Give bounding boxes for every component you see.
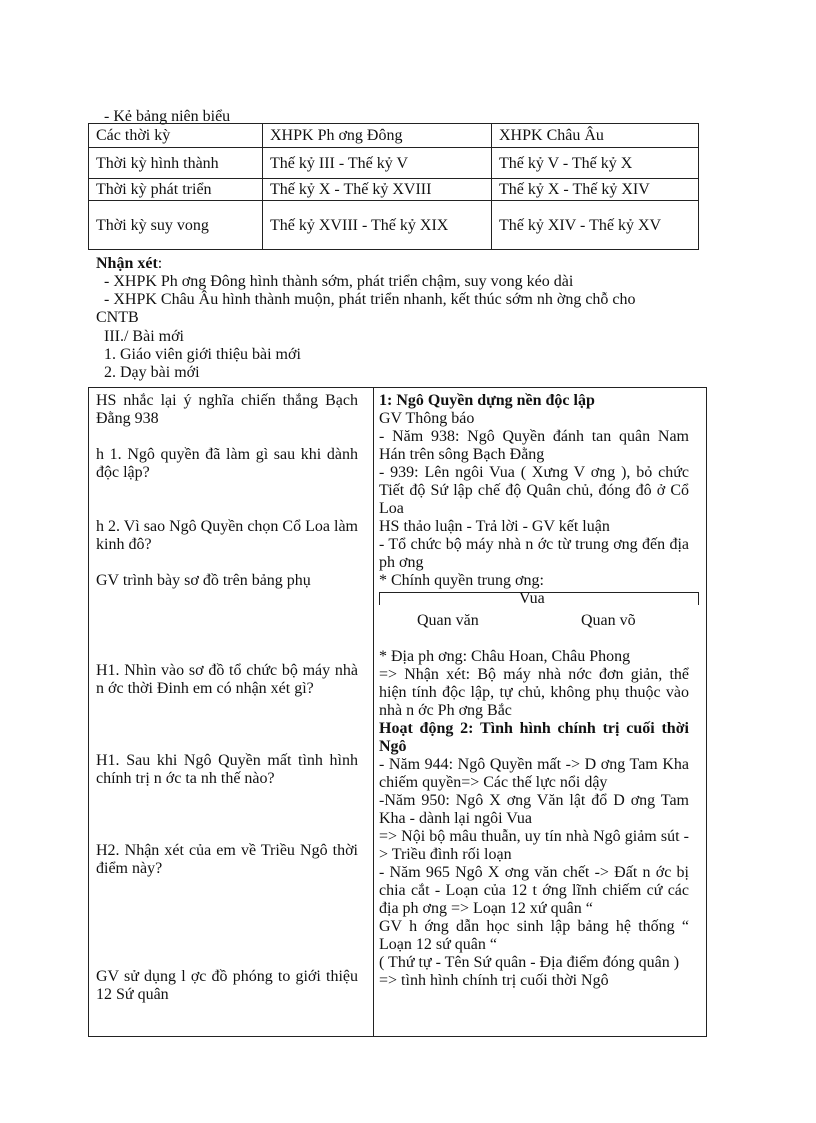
org-chart-king: Vua [519,590,545,607]
intro-task: - Kẻ bảng niên biểu [104,108,231,125]
timeline-row [89,201,699,250]
lesson-right-column [379,392,689,990]
right-paragraph: => Nhận xét: Bộ máy nhà nớc đơn giản, thể hiện tính độc lập, tự chủ, không phụ thuộc vào nhà n ớc Ph ơng Bắc [379,666,689,719]
timeline-cell: Thế kỷ X - Thế kỷ XIV [492,179,699,201]
org-chart-civil: Quan văn [417,612,479,629]
left-question: H1. Nhìn vào sơ đồ tổ chức bộ máy nhà n ớc thời Đinh em có nhận xét gì? [96,662,358,697]
org-chart [379,590,689,648]
left-note: HS nhắc lại ý nghĩa chiến thắng Bạch Đằng 938 [96,392,358,427]
right-paragraph: HS thảo luận - Trả lời - GV kết luận [379,518,610,535]
right-paragraph: ( Thứ tự - Tên Sứ quân - Địa điểm đóng quân ) [379,954,680,971]
left-question: h 1. Ngô quyền đã làm gì sau khi dành độc lập? [96,446,358,481]
org-chart-military: Quan võ [581,612,636,629]
timeline-header-cell: Các thời kỳ [89,124,263,148]
timeline-cell: Thế kỷ III - Thế kỷ V [263,148,492,179]
timeline-row [89,179,699,201]
activity-2-heading: Hoạt động 2: Tình hình chính trị cuối thời Ngô [379,720,689,755]
remarks-line-2: - XHPK Châu Âu hình thành muộn, phát triển nhanh, kết thúc sớm nh ờng chỗ cho [104,291,636,308]
timeline-cell: Thế kỷ X - Thế kỷ XVIII [263,179,492,201]
activity-1-heading: 1: Ngô Quyền dựng nền độc lập [379,392,595,409]
right-paragraph: - Năm 938: Ngô Quyền đánh tan quân Nam Hán trên sông Bạch Đằng [379,428,689,463]
left-question: H2. Nhận xét của em về Triều Ngô thời điểm này? [96,842,358,877]
timeline-row [89,148,699,179]
remarks-line-3: CNTB [96,309,139,326]
timeline-cell: Thời kỳ suy vong [89,201,263,250]
section-item-1: 1. Giáo viên giới thiệu bài mới [104,346,301,363]
right-paragraph: - Năm 965 Ngô X ơng văn chết -> Đất n ớc bị chia cắt - Loạn của 12 t ớng lĩnh chiếm cứ các địa ph ơng => Loạn 12 xứ quân “ [379,864,689,917]
timeline-table [88,123,699,250]
left-question: H1. Sau khi Ngô Quyền mất tình hình chính trị n ớc ta nh thế nào? [96,752,358,787]
right-paragraph: * Chính quyền trung ơng: [379,572,544,589]
right-paragraph: -Năm 950: Ngô X ơng Văn lật đổ D ơng Tam Kha - dành lại ngôi Vua [379,792,689,827]
timeline-cell: Thế kỷ XVIII - Thế kỷ XIX [263,201,492,250]
right-paragraph: GV Thông báo [379,410,475,427]
timeline-cell: Thời kỳ hình thành [89,148,263,179]
right-paragraph: * Địa ph ơng: Châu Hoan, Châu Phong [379,648,631,665]
remarks-line-1: - XHPK Ph ơng Đông hình thành sớm, phát triển chậm, suy vong kéo dài [104,273,574,290]
right-paragraph: => Nội bộ mâu thuẫn, uy tín nhà Ngô giảm sút -> Triều đình rối loạn [379,828,689,863]
timeline-header-cell: XHPK Ph ơng Đông [263,124,492,148]
left-question: h 2. Vì sao Ngô Quyền chọn Cổ Loa làm kinh đô? [96,518,358,553]
right-paragraph: => tình hình chính trị cuối thời Ngô [379,972,609,989]
section-item-2: 2. Dạy bài mới [104,364,200,381]
timeline-cell: Thế kỷ V - Thế kỷ X [492,148,699,179]
left-note: GV trình bày sơ đồ trên bảng phụ [96,572,311,589]
right-paragraph: - Tổ chức bộ máy nhà n ớc từ trung ơng đến địa ph ơng [379,536,689,571]
left-note: GV sử dụng l ợc đồ phóng to giới thiệu 12 Sứ quân [96,968,358,1003]
section-title: III./ Bài mới [104,328,184,345]
right-paragraph: GV h ớng dẫn học sinh lập bảng hệ thống “ Loạn 12 sứ quân “ [379,918,689,953]
lesson-table-divider [373,387,374,1037]
timeline-header-cell: XHPK Châu Âu [492,124,699,148]
timeline-cell: Thế kỷ XIV - Thế kỷ XV [492,201,699,250]
right-paragraph: - Năm 944: Ngô Quyền mất -> D ơng Tam Kha chiếm quyền=> Các thế lực nổi dậy [379,756,689,791]
remarks-heading-line: Nhận xét: [96,255,163,272]
timeline-cell: Thời kỳ phát triển [89,179,263,201]
timeline-header-row [89,124,699,148]
right-paragraph: - 939: Lên ngôi Vua ( Xưng V ơng ), bỏ chức Tiết độ Sứ lập chế độ Quân chủ, đóng đô ở Cổ Loa [379,464,689,517]
remarks-heading: Nhận xét [96,255,158,272]
